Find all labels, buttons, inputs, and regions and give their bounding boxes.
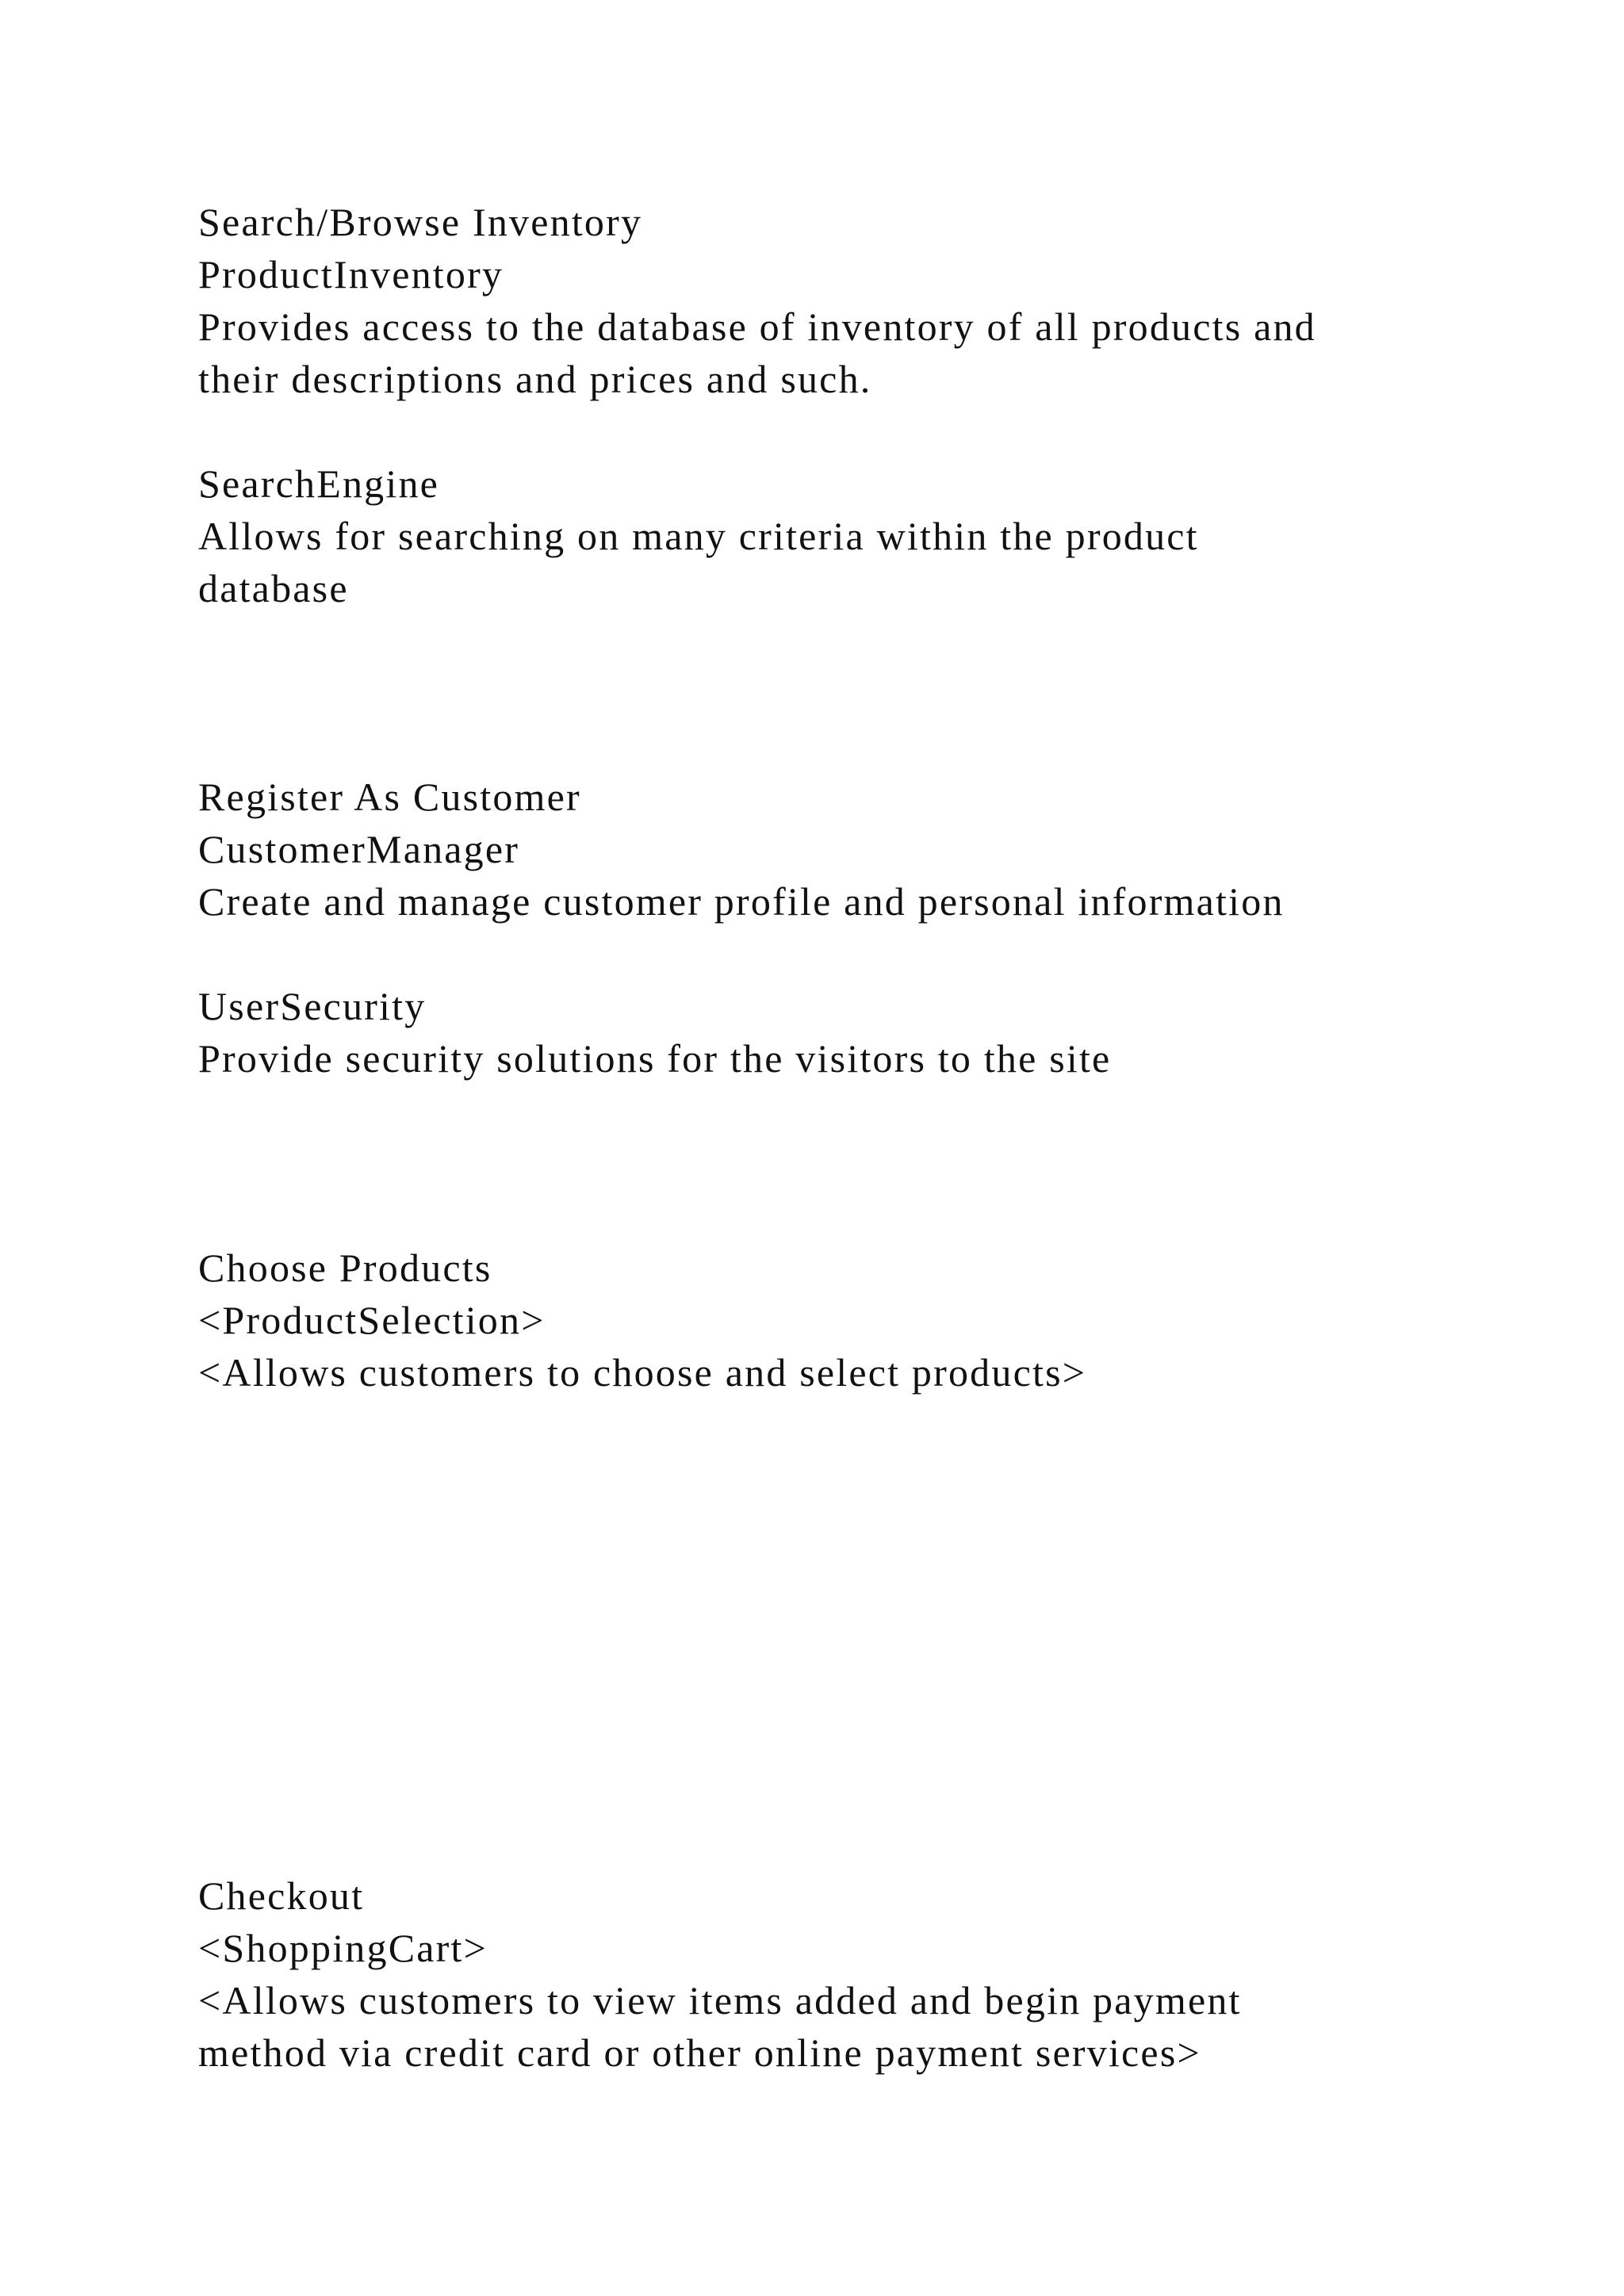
class-description-line: <Allows customers to choose and select products> <box>198 1350 1087 1395</box>
class-description-line: Create and manage customer profile and personal information <box>198 879 1285 924</box>
use-case-heading-checkout: Checkout <box>198 1873 365 1918</box>
class-name-shopping-cart: <ShoppingCart> <box>198 1926 488 1970</box>
use-case-heading-register-as-customer: Register As Customer <box>198 775 581 819</box>
class-description-line: <Allows customers to view items added and begin payment <box>198 1978 1242 2022</box>
class-description-line: method via credit card or other online payment services> <box>198 2030 1201 2075</box>
class-name-user-security: UserSecurity <box>198 984 427 1028</box>
class-name-product-inventory: ProductInventory <box>198 252 504 297</box>
use-case-heading-search-browse-inventory: Search/Browse Inventory <box>198 200 643 244</box>
class-description-line: Allows for searching on many criteria within the product <box>198 514 1199 558</box>
class-name-search-engine: SearchEngine <box>198 461 440 506</box>
class-description-line: database <box>198 566 349 610</box>
class-description-line: their descriptions and prices and such. <box>198 357 872 401</box>
use-case-heading-choose-products: Choose Products <box>198 1246 492 1290</box>
class-description-line: Provide security solutions for the visitors to the site <box>198 1036 1112 1081</box>
class-name-product-selection: <ProductSelection> <box>198 1298 546 1342</box>
class-name-customer-manager: CustomerManager <box>198 827 520 871</box>
class-description-line: Provides access to the database of inventory of all products and <box>198 304 1316 349</box>
